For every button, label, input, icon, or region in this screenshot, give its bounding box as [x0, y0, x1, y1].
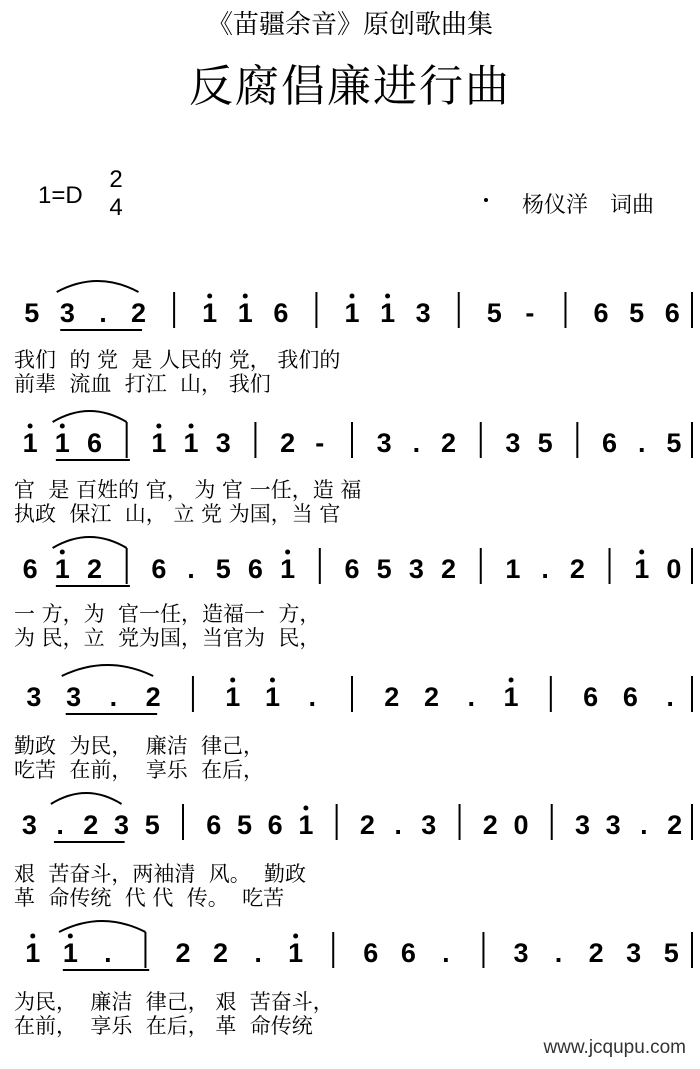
- note: 6: [206, 810, 222, 840]
- note: 6: [247, 554, 263, 584]
- note: 3: [59, 298, 75, 328]
- note: 2: [83, 810, 99, 840]
- lyric-line: 在前， 享乐 在后， 革 命传统: [14, 1014, 313, 1038]
- slur: [57, 281, 139, 292]
- lyric-line: 执政 保江 山， 立 党 为国，当 官: [14, 502, 341, 526]
- note: 6: [273, 298, 289, 328]
- note: 2: [384, 682, 400, 712]
- lyric-line: 为民， 廉洁 律己， 艰 苦奋斗，: [14, 990, 334, 1014]
- note: 1: [54, 554, 70, 584]
- lyric-line: 吃苦 在前， 享乐 在后，: [14, 758, 265, 782]
- note: 1: [503, 682, 519, 712]
- note: 3: [408, 554, 424, 584]
- note: 6: [151, 554, 167, 584]
- octave-dot: [293, 934, 298, 939]
- meter-top: 2: [109, 166, 123, 193]
- song-title: 反腐倡廉进行曲: [189, 61, 511, 112]
- slur: [62, 665, 153, 676]
- note: 1: [264, 682, 280, 712]
- octave-dot: [243, 294, 248, 299]
- augmentation-dot: .: [99, 298, 107, 328]
- note: 6: [344, 554, 360, 584]
- note: 5: [376, 554, 392, 584]
- author-role: 词曲: [610, 193, 655, 218]
- note: 1: [183, 428, 199, 458]
- slur: [51, 793, 122, 804]
- lyric-line: 艰 苦奋斗，两袖清 风。 勤政: [14, 862, 307, 886]
- octave-dot: [303, 806, 308, 811]
- octave-dot: [350, 294, 355, 299]
- augmentation-dot: .: [637, 428, 646, 458]
- note: 6: [363, 938, 379, 968]
- note: 2: [86, 554, 102, 584]
- note: 1: [202, 298, 218, 328]
- note: 6: [602, 428, 618, 458]
- note: 2: [131, 298, 147, 328]
- note: 5: [537, 428, 553, 458]
- augmentation-dot: .: [442, 938, 450, 968]
- note: 3: [415, 298, 431, 328]
- note: 5: [486, 298, 502, 328]
- slur: [53, 537, 127, 548]
- lyric-line: 前辈 流血 打江 山， 我们: [14, 372, 271, 396]
- augmentation-dot: .: [56, 810, 64, 840]
- augmentation-dot: .: [254, 938, 262, 968]
- note: 1: [280, 554, 296, 584]
- note: 5: [663, 938, 679, 968]
- lyric-line: 我们 的 党 是 人民的 党， 我们的: [14, 348, 341, 372]
- author-name: 杨仪洋: [522, 193, 589, 218]
- note: 6: [86, 428, 102, 458]
- note: 5: [24, 298, 40, 328]
- octave-dot: [156, 424, 161, 429]
- note: 6: [622, 682, 638, 712]
- octave-dot: [230, 678, 235, 683]
- note: 2: [441, 554, 457, 584]
- note: 2: [359, 810, 375, 840]
- note: 6: [400, 938, 416, 968]
- lyric-line: 为 民，立 党为国，当官为 民，: [14, 626, 321, 650]
- site-watermark: www.jcqupu.com: [543, 1037, 686, 1058]
- note: 1: [25, 938, 41, 968]
- augmentation-dot: .: [467, 682, 476, 712]
- note: 3: [114, 810, 130, 840]
- note: 1: [634, 554, 650, 584]
- note: 3: [505, 428, 521, 458]
- note: 2: [175, 938, 191, 968]
- note: 0: [513, 810, 529, 840]
- note: 2: [441, 428, 457, 458]
- note: 2: [588, 938, 604, 968]
- note: 5: [215, 554, 231, 584]
- note: 1: [151, 428, 167, 458]
- octave-dot: [28, 424, 33, 429]
- octave-dot: [60, 424, 65, 429]
- note: 3: [626, 938, 642, 968]
- octave-dot: [60, 550, 65, 555]
- note: 5: [236, 810, 252, 840]
- note: 6: [22, 554, 38, 584]
- note: 1: [505, 554, 521, 584]
- augmentation-dot: .: [394, 810, 402, 840]
- lyric-line: 一 方，为 官一任，造福一 方，: [14, 602, 321, 626]
- slur: [53, 411, 127, 422]
- note: 1: [288, 938, 304, 968]
- note: 3: [26, 682, 42, 712]
- note: 1: [54, 428, 70, 458]
- note: 1: [225, 682, 241, 712]
- note: 6: [583, 682, 599, 712]
- note: 3: [605, 810, 621, 840]
- octave-dot: [385, 294, 390, 299]
- note: 1: [380, 298, 396, 328]
- lyric-line: 官 是 百姓的 官， 为 官 一任，造 福: [14, 478, 362, 502]
- note: 5: [666, 428, 682, 458]
- note: 6: [267, 810, 283, 840]
- note: 2: [482, 810, 498, 840]
- octave-dot: [30, 934, 35, 939]
- augmentation-dot: .: [308, 682, 316, 712]
- note: 1: [298, 810, 314, 840]
- octave-dot: [285, 550, 290, 555]
- augmentation-dot: .: [554, 938, 563, 968]
- note: 2: [569, 554, 585, 584]
- note: 1: [237, 298, 253, 328]
- octave-dot: [270, 678, 275, 683]
- augmentation-dot: .: [640, 810, 648, 840]
- augmentation-dot: .: [187, 554, 195, 584]
- note: 2: [145, 682, 161, 712]
- lyric-line: 勤政 为民， 廉洁 律己，: [14, 734, 265, 758]
- note: 3: [421, 810, 437, 840]
- dash-note: -: [525, 298, 535, 328]
- note: 2: [424, 682, 440, 712]
- octave-dot: [189, 424, 194, 429]
- note: 2: [667, 810, 683, 840]
- dash-note: -: [315, 428, 325, 458]
- note: 3: [66, 682, 82, 712]
- note: 1: [22, 428, 38, 458]
- note: 3: [215, 428, 231, 458]
- slur: [59, 921, 145, 932]
- note: 2: [213, 938, 229, 968]
- note: 3: [513, 938, 529, 968]
- augmentation-dot: .: [541, 554, 549, 584]
- octave-dot: [639, 550, 644, 555]
- collection-subtitle: 《苗疆余音》原创歌曲集: [206, 10, 493, 40]
- note: 3: [376, 428, 392, 458]
- note: 0: [666, 554, 682, 584]
- note: 1: [62, 938, 78, 968]
- note: 1: [344, 298, 360, 328]
- lyric-line: 革 命传统 代 代 传。 吃苦: [14, 886, 285, 910]
- note: 6: [593, 298, 609, 328]
- augmentation-dot: .: [666, 682, 674, 712]
- augmentation-dot: .: [104, 938, 112, 968]
- key-signature: 1=D: [38, 182, 83, 209]
- note: 6: [664, 298, 680, 328]
- octave-dot: [509, 678, 514, 683]
- octave-dot: [68, 934, 73, 939]
- note: 2: [280, 428, 296, 458]
- note: 5: [144, 810, 160, 840]
- meter-bottom: 4: [109, 194, 123, 221]
- note: 5: [629, 298, 645, 328]
- augmentation-dot: .: [109, 682, 118, 712]
- octave-dot: [207, 294, 212, 299]
- note: 3: [21, 810, 37, 840]
- note: 3: [574, 810, 590, 840]
- augmentation-dot: .: [412, 428, 421, 458]
